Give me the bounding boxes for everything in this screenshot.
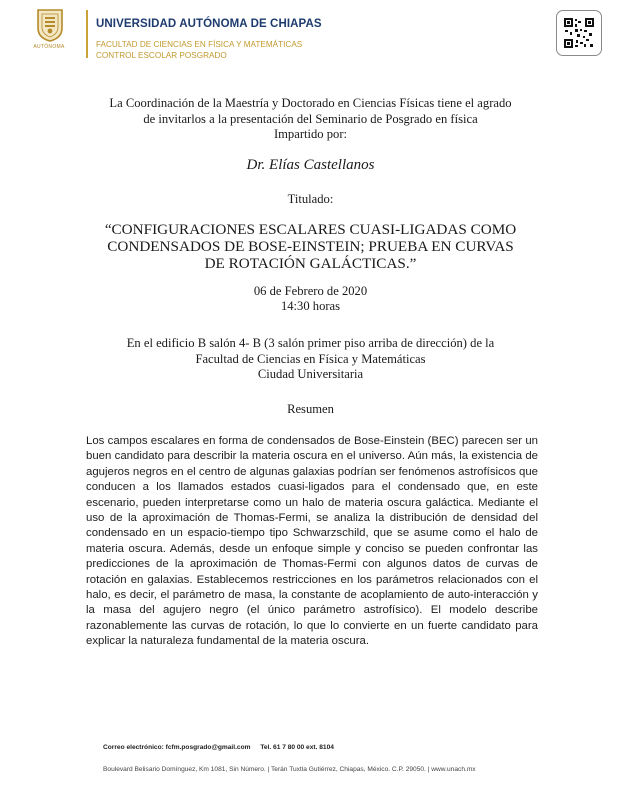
footer-contact xyxy=(103,744,342,751)
invitation-line: de invitarlos a la presentación del Seminario de Posgrado en física xyxy=(143,111,478,126)
event-time: 14:30 horas xyxy=(280,298,341,313)
footer-address: Boulevard Belisario Domínguez, Km 1081, Sin Número. | Terán Tuxtla Gutiérrez, Chiapas, México. C.P. 29050. | www.unach.mx xyxy=(103,766,476,773)
invitation-line: Impartido por: xyxy=(273,127,348,141)
venue-line: En el edificio B salón 4- B (3 salón primer piso arriba de dirección) de la xyxy=(126,336,495,350)
header-divider xyxy=(86,10,88,58)
event-datetime xyxy=(40,284,581,313)
speaker-name: Dr. Elías Castellanos xyxy=(246,157,375,173)
university-crest-icon xyxy=(36,8,64,42)
logo-caption: AUTÓNOMA xyxy=(33,44,65,50)
abstract-heading: Resumen xyxy=(287,402,334,416)
venue-line: Ciudad Universitaria xyxy=(257,367,364,381)
invitation-line: La Coordinación de la Maestría y Doctorado en Ciencias Físicas tiene el agrado xyxy=(109,96,512,110)
footer-email: Correo electrónico: fcfm.posgrado@gmail.com xyxy=(103,744,251,751)
qr-code-frame xyxy=(556,10,602,56)
faculty-office xyxy=(96,39,302,61)
university-logo xyxy=(18,6,80,60)
titled-label: Titulado: xyxy=(287,192,334,206)
talk-title xyxy=(40,222,581,272)
talk-title-line: DE ROTACIÓN GALÁCTICAS.” xyxy=(204,254,417,272)
event-date: 06 de Febrero de 2020 xyxy=(253,284,368,298)
abstract-body: Los campos escalares en forma de condensados de Bose-Einstein (BEC) parecen ser un buen candidato para describir la materia oscura en el universo. Aún más, la existencia de agujeros negros en el centro de algunas galaxias podrían ser fenómenos astrofísicos que conducen a los llamados estados cuasi-ligados para el condensado que, en este escenario, pueden interpretarse como un halo de materia oscura galáctica. Mediante el uso de la aproximación de Thomas-Fermi, se analiza la distribución de densidad del condensado en un espacio-tiempo tipo Schwarzschild, que se asume como el halo de materia oscura. Además, desde un enfoque simple y conciso se pueden confrontar las predicciones de la aproximación de Thomas-Fermi con algunos datos de curvas de rotación en galaxias. Establecemos restricciones en los parámetros relacionados con el halo, es decir, el parámetro de masa, la constante de acoplamiento de auto-interacción y la masa del agujero negro (el único parámetro astrofísico). El modelo describe razonablemente las curvas de rotación, lo que lo convierte en un fuerte candidato para explicar la naturaleza fundamental de la materia oscura. xyxy=(86,435,538,648)
venue-line: Facultad de Ciencias en Física y Matemáticas xyxy=(195,351,426,366)
qr-code-icon xyxy=(564,18,594,48)
office-name: CONTROL ESCOLAR POSGRADO xyxy=(96,51,227,60)
invitation-text xyxy=(40,96,581,143)
university-name: UNIVERSIDAD AUTÓNOMA DE CHIAPAS xyxy=(96,18,322,30)
talk-title-line: “CONFIGURACIONES ESCALARES CUASI-LIGADAS COMO xyxy=(104,221,517,238)
footer-phone: Tel. 61 7 80 00 ext. 8104 xyxy=(260,744,334,751)
letterhead xyxy=(18,6,603,66)
event-venue xyxy=(40,336,581,383)
talk-title-line: CONDENSADOS DE BOSE-EINSTEIN; PRUEBA EN CURVAS xyxy=(107,237,514,255)
faculty-name: FACULTAD DE CIENCIAS EN FÍSICA Y MATEMÁTICAS xyxy=(96,40,303,49)
